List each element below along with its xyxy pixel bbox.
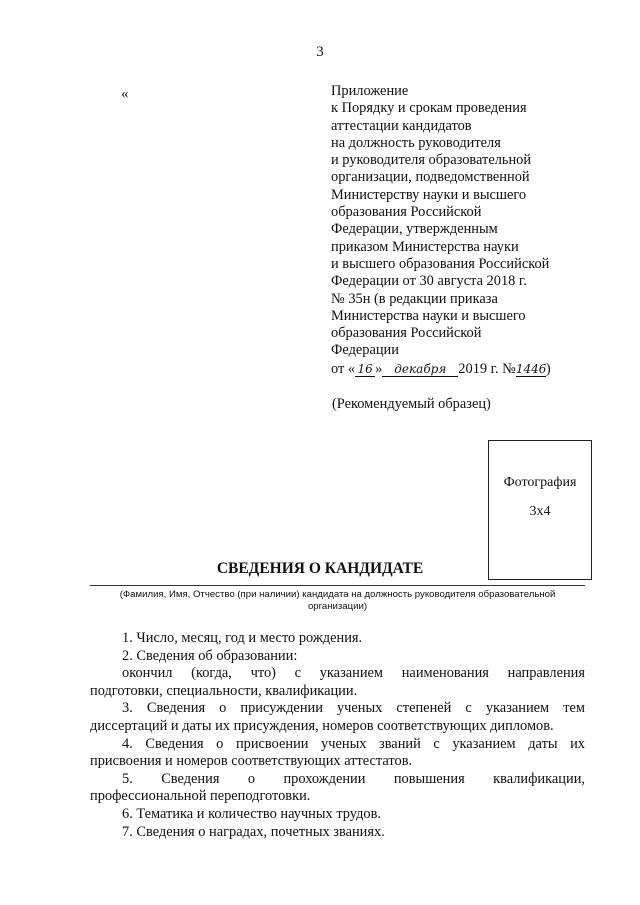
photo-size: 3х4	[529, 504, 551, 519]
appendix-line: организации, подведомственной	[331, 169, 530, 186]
photo-placeholder-box	[488, 440, 592, 580]
handwritten-month: декабря	[382, 362, 458, 377]
appendix-line: Федерации, утвержденным	[331, 221, 498, 238]
date-prefix: от «	[331, 360, 356, 377]
appendix-line: Федерации	[331, 342, 399, 359]
list-item: профессиональной переподготовки.	[90, 788, 311, 805]
list-item: 7. Сведения о наградах, почетных званиях.	[122, 823, 385, 840]
appendix-line: образования Российской	[331, 204, 482, 221]
date-suffix: )	[545, 360, 551, 377]
appendix-block	[331, 83, 591, 378]
list-item: 1. Число, месяц, год и место рождения.	[122, 630, 363, 646]
appendix-line: Приложение	[331, 83, 409, 99]
caption-line: организации)	[307, 601, 368, 612]
list-item: диссертаций и даты их присуждения, номеров соответствующих дипломов.	[90, 717, 554, 734]
list-item: 5. Сведения о прохождении повышения квалификации,	[122, 770, 585, 787]
caption-line: (Фамилия, Имя, Отчество (при наличии) кандидата на должность руководителя образовательной	[119, 589, 556, 600]
appendix-line: образования Российской	[331, 325, 482, 342]
order-date-line	[331, 361, 591, 378]
items-list	[90, 630, 585, 841]
page-number: 3	[316, 44, 324, 60]
date-year: 2019 г. №	[458, 360, 516, 377]
date-mid: »	[375, 360, 383, 377]
opening-quote: «	[121, 86, 129, 102]
name-field-caption	[90, 589, 585, 613]
appendix-line: и руководителя образовательной	[331, 152, 532, 169]
list-item: 4. Сведения о присвоении ученых званий с указанием даты их	[122, 735, 585, 752]
appendix-line: № 35н (в редакции приказа	[331, 290, 498, 307]
recommended-sample-note: (Рекомендуемый образец)	[332, 396, 491, 412]
appendix-line: Министерства науки и высшего	[331, 307, 526, 324]
appendix-line: к Порядку и срокам проведения	[331, 100, 527, 117]
list-item: присвоения и номеров соответствующих аттестатов.	[90, 753, 413, 770]
appendix-line: Федерации от 30 августа 2018 г.	[331, 273, 527, 290]
appendix-line: на должность руководителя	[331, 134, 501, 151]
handwritten-day: 16	[355, 362, 375, 377]
section-heading: СВЕДЕНИЯ О КАНДИДАТЕ	[216, 560, 424, 577]
handwritten-order-number: 1446	[515, 361, 547, 376]
appendix-line: и высшего образования Российской	[331, 255, 550, 272]
photo-label: Фотография	[503, 475, 577, 490]
list-item: окончил (когда, что) с указанием наименования направления	[122, 665, 585, 682]
list-item: 2. Сведения об образовании:	[122, 647, 298, 664]
appendix-line: приказом Министерства науки	[331, 238, 519, 255]
appendix-line: аттестации кандидатов	[331, 117, 472, 134]
list-item: 3. Сведения о присуждении ученых степеней с указанием тем	[122, 700, 585, 717]
list-item: 6. Тематика и количество научных трудов.	[122, 805, 382, 822]
appendix-line: Министерству науки и высшего	[331, 186, 527, 203]
list-item: подготовки, специальности, квалификации.	[90, 682, 358, 699]
name-field-line	[90, 585, 585, 586]
